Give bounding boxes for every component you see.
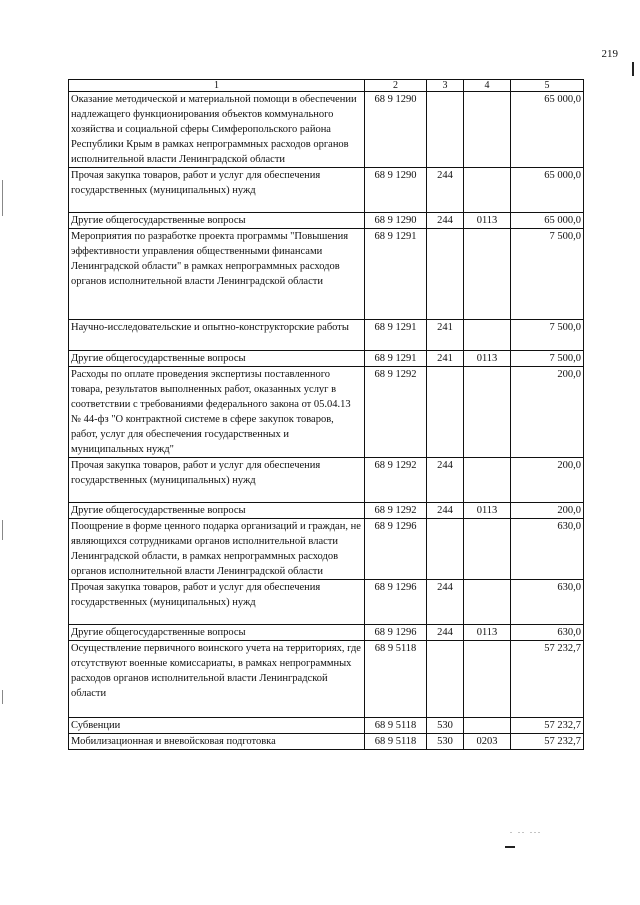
table-row xyxy=(69,213,584,229)
row-section xyxy=(464,367,511,458)
row-code: 68 9 1296 xyxy=(365,580,427,625)
table-row xyxy=(69,503,584,519)
row-name: Мобилизационная и вневойсковая подготовка xyxy=(69,734,365,750)
row-name: Прочая закупка товаров, работ и услуг для обеспечения государственных (муниципальных) нужд xyxy=(69,458,365,503)
row-expense-type xyxy=(427,367,464,458)
row-amount: 65 000,0 xyxy=(511,213,584,229)
table-row xyxy=(69,168,584,213)
row-expense-type: 530 xyxy=(427,734,464,750)
row-expense-type xyxy=(427,519,464,580)
row-code: 68 9 5118 xyxy=(365,718,427,734)
row-section xyxy=(464,718,511,734)
row-code: 68 9 1291 xyxy=(365,229,427,320)
row-section: 0113 xyxy=(464,351,511,367)
scan-edge-mark xyxy=(632,62,634,76)
row-expense-type xyxy=(427,641,464,718)
table-row xyxy=(69,625,584,641)
scan-artifact-dash xyxy=(505,846,515,848)
row-code: 68 9 1291 xyxy=(365,320,427,351)
row-code: 68 9 1290 xyxy=(365,92,427,168)
row-code: 68 9 1292 xyxy=(365,458,427,503)
page-number: 219 xyxy=(601,48,618,60)
column-header-name: 1 xyxy=(69,80,365,92)
row-name: Поощрение в форме ценного подарка организаций и граждан, не являющихся сотрудниками органов исполнительной власти Ленинградской области, в рамках непрограммных расходов органов исполнительной власти Ленинградской области xyxy=(69,519,365,580)
row-code: 68 9 1296 xyxy=(365,519,427,580)
row-amount: 630,0 xyxy=(511,580,584,625)
row-name: Научно-исследовательские и опытно-конструкторские работы xyxy=(69,320,365,351)
row-amount: 200,0 xyxy=(511,503,584,519)
row-code: 68 9 1290 xyxy=(365,168,427,213)
row-name: Расходы по оплате проведения экспертизы поставленного товара, результатов выполненных работ, оказанных услуг в соответствии с требованиями федерального закона от 05.04.13 № 44-фз "О контрактной системе в сфере закупок товаров, работ, услуг для обеспечения государственных и муниципальных нужд" xyxy=(69,367,365,458)
row-section xyxy=(464,641,511,718)
scan-edge-mark xyxy=(2,520,3,540)
row-name: Субвенции xyxy=(69,718,365,734)
row-expense-type: 244 xyxy=(427,458,464,503)
row-amount: 7 500,0 xyxy=(511,351,584,367)
row-name: Мероприятия по разработке проекта программы "Повышения эффективности управления общественными финансами Ленинградской области" в рамках непрограммных расходов органов исполнительной власти Ленинградской области xyxy=(69,229,365,320)
row-name: Оказание методической и материальной помощи в обеспечении надлежащего функционирования объектов коммунального хозяйства и социальной сферы Симферопольского района Республики Крым в рамках непрограммных расходов органов исполнительной власти Ленинградской области xyxy=(69,92,365,168)
scan-edge-mark xyxy=(2,690,3,704)
row-expense-type xyxy=(427,92,464,168)
row-amount: 57 232,7 xyxy=(511,641,584,718)
row-name: Прочая закупка товаров, работ и услуг для обеспечения государственных (муниципальных) нужд xyxy=(69,580,365,625)
column-header-code: 2 xyxy=(365,80,427,92)
row-code: 68 9 5118 xyxy=(365,641,427,718)
row-code: 68 9 1296 xyxy=(365,625,427,641)
row-expense-type: 241 xyxy=(427,351,464,367)
row-name: Другие общегосударственные вопросы xyxy=(69,213,365,229)
column-header-amount: 5 xyxy=(511,80,584,92)
table-row xyxy=(69,351,584,367)
row-code: 68 9 1291 xyxy=(365,351,427,367)
row-name: Прочая закупка товаров, работ и услуг для обеспечения государственных (муниципальных) нужд xyxy=(69,168,365,213)
row-name: Осуществление первичного воинского учета на территориях, где отсутствуют военные комиссариаты, в рамках непрограммных расходов органов исполнительной власти Ленинградской области xyxy=(69,641,365,718)
row-expense-type: 244 xyxy=(427,213,464,229)
row-amount: 7 500,0 xyxy=(511,320,584,351)
row-expense-type: 244 xyxy=(427,503,464,519)
row-amount: 57 232,7 xyxy=(511,734,584,750)
table-row xyxy=(69,641,584,718)
row-section xyxy=(464,458,511,503)
row-code: 68 9 1290 xyxy=(365,213,427,229)
row-expense-type: 241 xyxy=(427,320,464,351)
table-row xyxy=(69,718,584,734)
budget-table xyxy=(68,79,584,750)
row-section xyxy=(464,168,511,213)
scan-artifact-dots: . .. ... xyxy=(510,826,542,835)
header-row xyxy=(69,80,584,92)
row-section xyxy=(464,92,511,168)
row-name: Другие общегосударственные вопросы xyxy=(69,503,365,519)
row-amount: 200,0 xyxy=(511,367,584,458)
row-name: Другие общегосударственные вопросы xyxy=(69,625,365,641)
table-row xyxy=(69,92,584,168)
row-expense-type: 244 xyxy=(427,168,464,213)
table-row xyxy=(69,580,584,625)
column-header-section: 4 xyxy=(464,80,511,92)
row-expense-type: 244 xyxy=(427,625,464,641)
row-code: 68 9 5118 xyxy=(365,734,427,750)
row-expense-type: 530 xyxy=(427,718,464,734)
row-section xyxy=(464,580,511,625)
row-amount: 7 500,0 xyxy=(511,229,584,320)
table-row xyxy=(69,734,584,750)
row-amount: 630,0 xyxy=(511,625,584,641)
row-expense-type: 244 xyxy=(427,580,464,625)
row-expense-type xyxy=(427,229,464,320)
table-row xyxy=(69,519,584,580)
row-section xyxy=(464,229,511,320)
row-section: 0113 xyxy=(464,503,511,519)
row-section: 0113 xyxy=(464,625,511,641)
table-row xyxy=(69,458,584,503)
row-amount: 200,0 xyxy=(511,458,584,503)
row-code: 68 9 1292 xyxy=(365,367,427,458)
row-code: 68 9 1292 xyxy=(365,503,427,519)
row-section xyxy=(464,519,511,580)
table-row xyxy=(69,229,584,320)
row-section: 0203 xyxy=(464,734,511,750)
row-amount: 65 000,0 xyxy=(511,168,584,213)
row-amount: 57 232,7 xyxy=(511,718,584,734)
scan-edge-mark xyxy=(2,180,3,216)
row-section xyxy=(464,320,511,351)
table-row xyxy=(69,367,584,458)
row-name: Другие общегосударственные вопросы xyxy=(69,351,365,367)
row-amount: 65 000,0 xyxy=(511,92,584,168)
table-row xyxy=(69,320,584,351)
column-header-expense-type: 3 xyxy=(427,80,464,92)
row-amount: 630,0 xyxy=(511,519,584,580)
row-section: 0113 xyxy=(464,213,511,229)
